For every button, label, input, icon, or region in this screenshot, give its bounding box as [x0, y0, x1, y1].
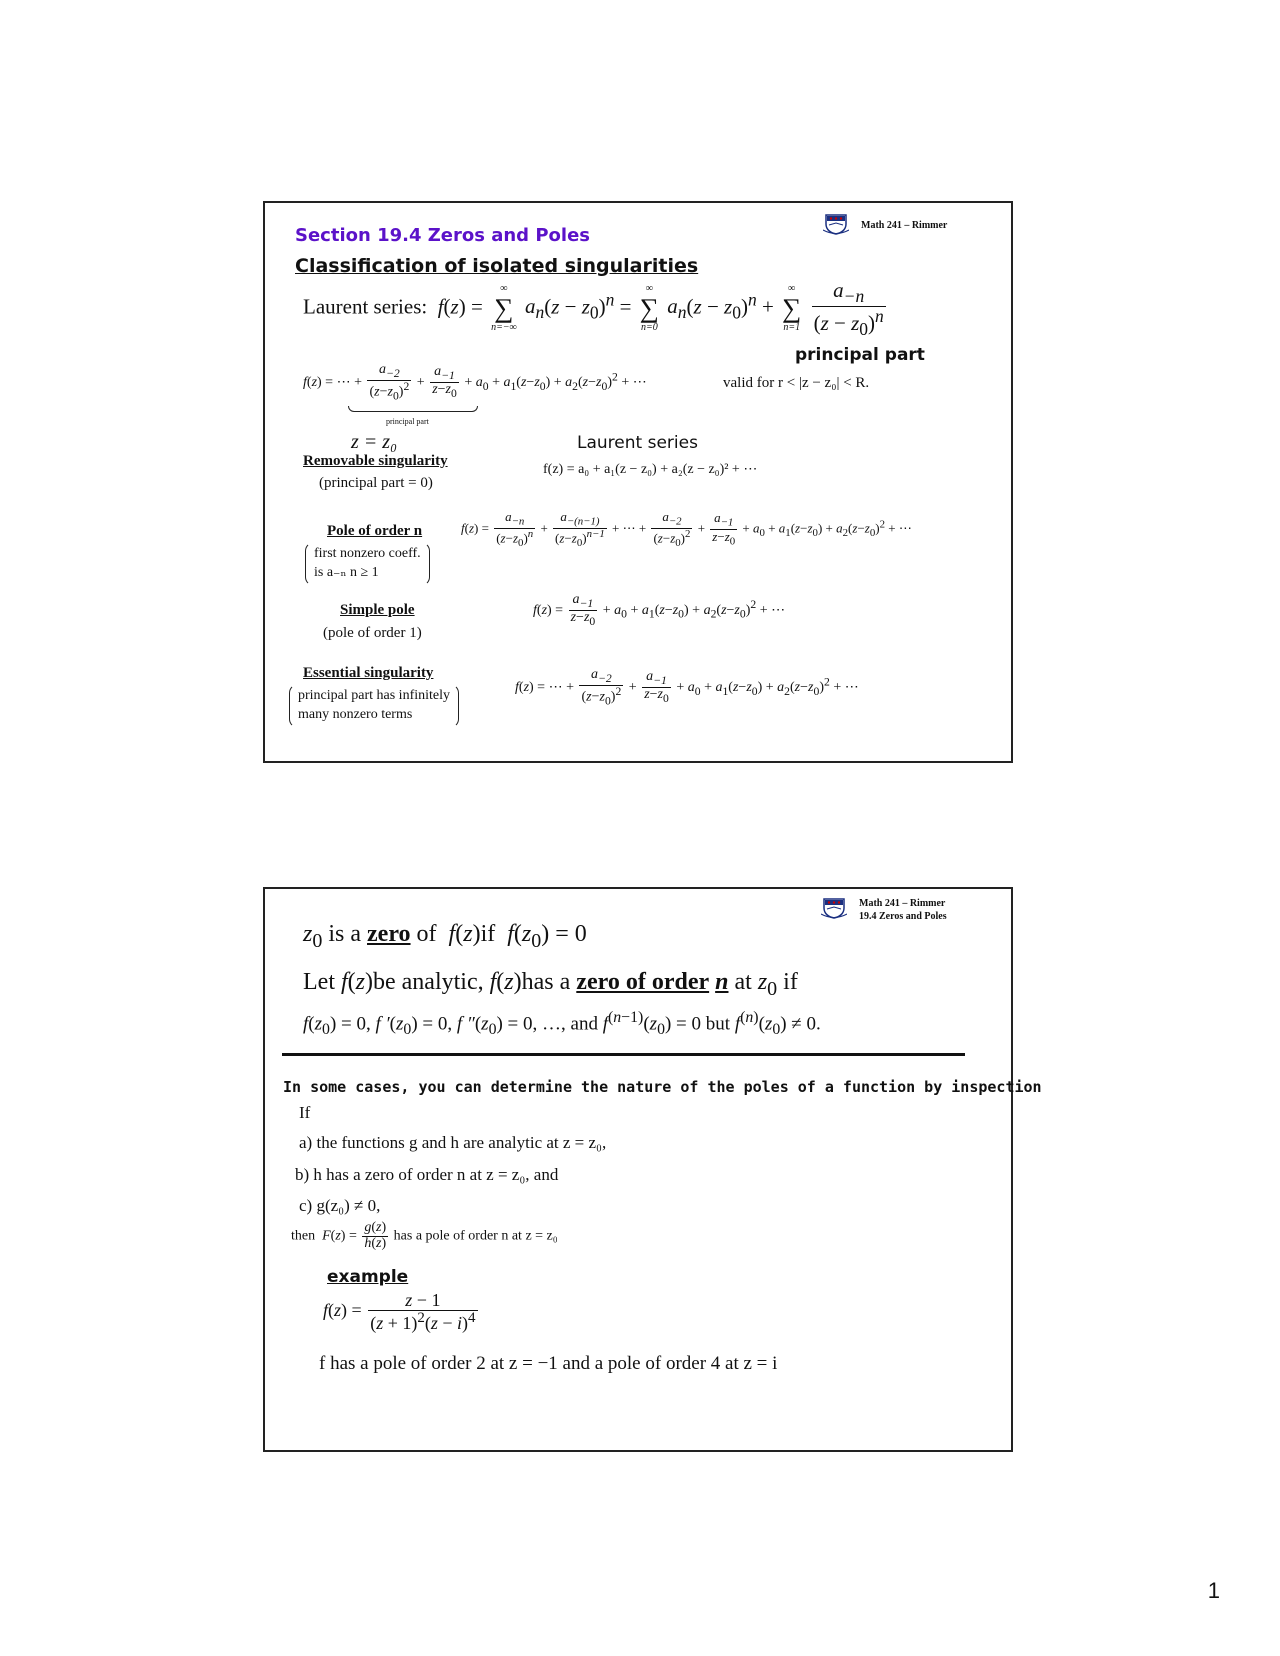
essential-note-line1: principal part has infinitely — [298, 688, 451, 703]
topic-tag: 19.4 Zeros and Poles — [859, 911, 947, 922]
condition-c-text: g(z₀) ≠ 0, — [316, 1196, 381, 1215]
slide-header — [823, 213, 947, 235]
pole-note-line2: is a₋ₙ n ≥ 1 — [314, 564, 379, 580]
pole-note — [305, 542, 430, 586]
laurent-label: Laurent series: — [303, 294, 428, 319]
simple-pole-formula: f(z) = $\frac{a_{-1}}{z-z_0}$ + $a_0 + a_1(z-z_0) + a_2(z-z_0)^2$ + ⋯ — [533, 592, 786, 628]
if-word: If — [299, 1103, 311, 1122]
zero-def-text: is a — [328, 921, 362, 947]
inspection-heading: In some cases, you can determine the nature of the poles of a function by inspection — [283, 1078, 1042, 1096]
removable-note: (principal part = 0) — [319, 475, 433, 491]
slide-classification — [263, 201, 1013, 763]
then-statement: then F(z) = $\frac{g(z)}{h(z)}$ has a pole of order n at z = z₀ — [291, 1220, 558, 1251]
order-def-if: if — [783, 969, 798, 995]
principal-part-label: principal part — [795, 345, 925, 365]
condition-a: a) the functions g and h are analytic at z = z₀, — [299, 1133, 607, 1152]
order-def-at: at — [734, 969, 752, 995]
then-tail: has a pole of order n at z = z₀ — [393, 1228, 558, 1244]
simple-pole-note: (pole of order 1) — [323, 625, 422, 641]
laurent-column-header: Laurent series — [577, 433, 698, 453]
general-expansion: f(z) = ⋯ + $\frac{a_{-2}}{(z-z_0)^2}$ + $\frac{a_{-1}}{z-z_0}$ + $a_0 + a_1(z-z_0) + a_2(z-z_0)^2$ + ⋯ — [303, 362, 647, 403]
condition-b-text: h has a zero of order n at z = z₀, and — [313, 1165, 559, 1184]
pole-formula: f(z) = $\frac{a_{-n}}{(z-z_0)^n}$ + $\frac{a_{-(n-1)}}{(z-z_0)^{n-1}}$ + ⋯ + $\frac{a_{-2}}{(z-z_0)^2}$ + $\frac{a_{-1}}{z-z_0}$ + $a_0 + a_1(z-z_0) + a_2(z-z_0)^2$ + ⋯ — [461, 509, 912, 549]
then-word: then — [291, 1228, 316, 1244]
removable-title: Removable singularity — [303, 453, 448, 469]
section-title: Section 19.4 Zeros and Poles — [295, 225, 590, 246]
slide-heading: Classification of isolated singularities — [295, 255, 699, 277]
zero-term: zero — [367, 921, 411, 947]
condition-a-text: the functions g and h are analytic at z = z₀, — [316, 1133, 607, 1152]
course-tag: Math 241 – Rimmer — [861, 219, 948, 231]
simple-pole-title: Simple pole — [340, 602, 415, 618]
university-crest-icon — [821, 897, 847, 919]
derivs-and: and — [570, 1013, 598, 1035]
removable-formula: f(z) = a₀ + a₁(z − z₀) + a₂(z − z₀)² + ⋯ — [543, 462, 758, 477]
order-def-analytic: be analytic, — [373, 969, 484, 995]
condition-c: c) g(z₀) ≠ 0, — [299, 1196, 381, 1215]
condition-b: b) h has a zero of order n at z = z₀, and — [295, 1165, 559, 1184]
university-crest-icon — [823, 213, 849, 235]
page-number: 1 — [1207, 1578, 1220, 1603]
divider — [282, 1053, 965, 1056]
essential-title: Essential singularity — [303, 665, 434, 681]
principal-part-brace — [348, 406, 478, 412]
example-label: example — [327, 1267, 409, 1287]
course-tag: Math 241 – Rimmer — [859, 898, 946, 909]
order-def-let: Let — [303, 969, 335, 995]
example-conclusion: f has a pole of order 2 at z = −1 and a pole of order 4 at z = i — [319, 1353, 778, 1374]
zero-of-order-term: zero of order — [576, 969, 710, 995]
essential-formula: f(z) = ⋯ + $\frac{a_{-2}}{(z-z_0)^2}$ + $\frac{a_{-1}}{z-z_0}$ + $a_0 + a_1(z-z_0) + a_2(z-z_0)^2$ + ⋯ — [515, 667, 859, 708]
essential-note-line2: many nonzero terms — [298, 706, 413, 722]
zero-def-of: of — [416, 921, 437, 947]
slide-header — [821, 897, 947, 924]
slide-zeros — [263, 887, 1042, 1452]
zero-definition: $z_0$ is a zero of f(z)if $f(z_0) = 0$ — [303, 921, 587, 952]
order-def-has: has a — [521, 969, 571, 995]
principal-part-caption: principal part — [386, 417, 429, 426]
zero-def-if: if — [480, 921, 496, 947]
derivs-but: but — [705, 1013, 731, 1035]
pole-note-line1: first nonzero coeff. — [314, 546, 421, 561]
z-equals-z0: z = z₀ — [351, 431, 398, 453]
pole-title: Pole of order n — [327, 523, 423, 539]
validity-condition: valid for r < |z − z₀| < R. — [723, 375, 870, 391]
derivative-conditions: $f(z_0) = 0$, f $'(z_0) = 0$, f $''(z_0) = 0$, …, and $f^{(n-1)}(z_0) = 0$ but $f^{(n)}(z_0) \ne 0$. — [303, 1009, 821, 1039]
example-function: f(z) = $\frac{z - 1}{(z + 1)^2(z - i)^4}$ — [323, 1290, 476, 1333]
laurent-definition: Laurent series: f(z) = ∞ ∑ n=−∞ $a_n(z - z_0)^n$ = ∞ ∑ n=0 $a_n(z - z_0)^n$ + ∞ ∑ n=1 $\frac{a_{-n}}{(z - z_0)^n}$ — [303, 278, 884, 339]
essential-note — [289, 684, 459, 728]
order-definition: Let f(z)be analytic, f(z)has a zero of order n at $z_0$ if — [303, 969, 798, 1000]
